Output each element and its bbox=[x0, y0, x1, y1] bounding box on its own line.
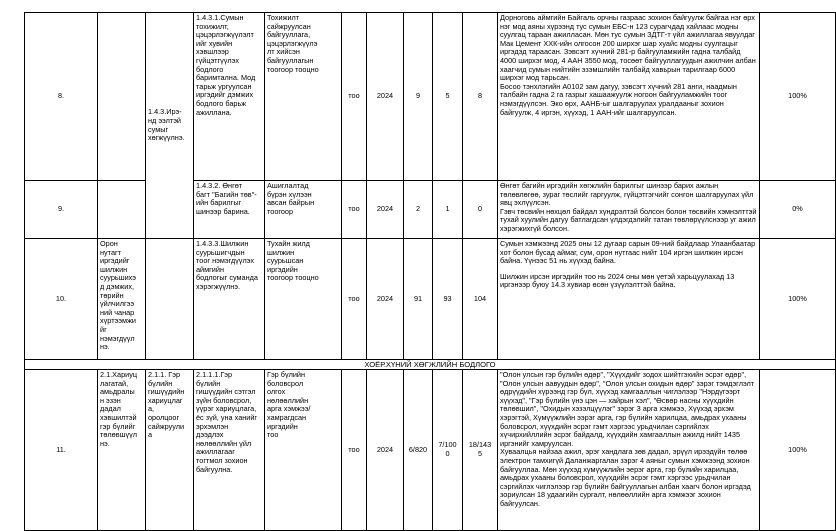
goal-cell bbox=[98, 13, 146, 181]
table-row bbox=[25, 13, 836, 181]
report-table bbox=[24, 12, 836, 531]
unit-cell: тоо bbox=[342, 13, 367, 181]
unit-cell: тоо bbox=[342, 181, 367, 239]
objective-cell: 2.1.1. Гэр бүлийн гишүүдийн хариуцлаг a, оролцоог сайжруули а bbox=[146, 370, 194, 531]
indicator-cell: Гэр бүлийн боловсрол олгох нөлөөллийн арга хэмжээ/ хамрагдсан иргэдийн тоо bbox=[265, 370, 342, 531]
goal-cell: Орон нутагт иргэдийг шилжин суурьшихэ д дэмжих, төрийн үйлчилгээ ний чанар хүртээмжи йг нэмэгдүүл нэ. bbox=[98, 239, 146, 360]
activity-cell: 1.4.3.1.Сумын тохижилт, цэцэрлэгжүүлэлт ийг хувийн хэвшлээр гүйцэтгүүлэх бодлого баримтална. Мод тарьж ургуулсан иргэдийг дэмжих бодлого барьж ажиллана. bbox=[194, 13, 265, 181]
row-number: 11. bbox=[25, 370, 98, 531]
plan-cell: 9 bbox=[404, 13, 433, 181]
result-cell: 104 bbox=[463, 239, 498, 360]
result-cell: 0 bbox=[463, 181, 498, 239]
activity-cell: 2.1.1.1.Гэр бүлийн гишүүдийн сэтгэл зүйн боловсрол, үүрэг хариуцлага, ёс зүй, уна ханийг эрхэмлэн дээдлэх нөлөөллийн үйл ажиллагааг тогтмол зохион байгуулна. bbox=[194, 370, 265, 531]
year-cell: 2024 bbox=[367, 239, 404, 360]
indicator-cell: Тохижилт сайжруулсан байгууллага, цэцэрлэгжүүлэ лт хийсэн байгууллагын тоогоор тооцно bbox=[265, 13, 342, 181]
description-cell: Өнгөт багийн иргэдийн хөгжлийн барилгыг шинээр барих ажлын төлөвлөгөө, зураг төслийг гаргуулж, гүйцэтгэгчийг сонгон шалгаруулах үйл явц эхлүүлсэн. Гэвч төсвийн нөхцөл байдал хүндрэлтэй болсон болон төсвийн хэмнэлттэй тухай хуулийн дагуу батлагдсан үлдэгдэлийг татан төвлөрүүлснээр уг ажил хэрэгжихгүй болсон. bbox=[498, 181, 760, 239]
description-cell: "Олон улсын гэр бүлийн өдөр", "Хүүхдийг зодох шийтгэхийн эсрэг өдөр", "Олон улсын аавуудын өдөр", "Олон улсын охидын өдөр" зэрэг тэмдэглэлт өдрүүдийн хүрээнд гэр бүл, хүүхэд хамгааллын чиглэлээр "Нэрдүгээрт хүүхэд", "Гэр бүлийн үнэ цэн — хайрын хэл", "Өсвөр насны хүүхдийн төлөвшил", "Охидын хэзэлцүүлэг" зэрэг 3 арга хэмжээ, Хүүхэд эрхэм хэрэгтэй, Хүмүүжлийн ээрэг арга, гэр бүлийн харилцаа, амьдрах ухааны боловсрол, хүүхдийн эсрэг гэмт хэргээс урьдчилан сэргийлэх хүчирхийллийн эсрэг байдалд, хүүхдийн хамгааллын ажилд нийт 1435 иргэнийг хамруулсан. Хуваалцья найзаа ажил, эрэг хандлага зөв дадал, эрүүл ирээдүйн төлөө электрон тамхигүй Даланжаргалан зэрэг 4 аяныг сумын хэмжээнд зохион байгууллаа. Мөн хүүхэд хүмүүжлийн эерэг арга, гэр бүлийн харилцаа, амьдрах ухааны боловсрол, хүүхдийн эсрэг гэмт хэргээс урьдчилан сэргийлэх чиглэлээр гэр бүлийн байгууллагын албан хаагч болон иргэдэд зориулсан 18 удаагийн сургалт, нөлөөллийн арга хэмжээг зохион байгуулсан. bbox=[498, 370, 760, 531]
section-heading-row bbox=[25, 360, 836, 370]
section-heading: ХОЁР.ХҮНИЙ ХӨГЖЛИЙН БОДЛОГО bbox=[25, 360, 836, 370]
percent-cell: 100% bbox=[760, 13, 836, 181]
table-row bbox=[25, 239, 836, 360]
goal-cell: 2.1.Хариуц лагатай, амьдралы н эзэн дадал хэвшилтэй гэр бүлийг төлөвшүүл нэ. bbox=[98, 370, 146, 531]
percent-cell: 0% bbox=[760, 181, 836, 239]
indicator-cell: Тухайн жилд шилжин суурьшсан иргэдийн тоогоор тооцно bbox=[265, 239, 342, 360]
description-paragraph: Сумын хэмжээнд 2025 оны 12 дугаар сарын 09-ний байдлаар Улаанбаатар хот болон бусад аймаг, сум, орон нутгаас нийт 104 иргэн шилжин ирсэн байна. Үүнээс 51 нь хүүхэд байна. bbox=[500, 239, 756, 266]
objective-cell: 1.4.3.Ирэ- нд ээлтэй сумыг хөгжүүлнэ. bbox=[146, 13, 194, 239]
indicator-cell: Ашиглалтад бүрэн хүлээн авсан байрын тоогоор bbox=[265, 181, 342, 239]
row-number: 10. bbox=[25, 239, 98, 360]
year-cell: 2024 bbox=[367, 181, 404, 239]
actual-cell: 7/100 0 bbox=[433, 370, 463, 531]
year-cell: 2024 bbox=[367, 370, 404, 531]
plan-cell: 2 bbox=[404, 181, 433, 239]
table-row bbox=[25, 370, 836, 531]
percent-cell: 100% bbox=[760, 370, 836, 531]
activity-cell: 1.4.3.2. Өнгөт багт "Багийн төв"- ийн барилгыг шинээр барина. bbox=[194, 181, 265, 239]
description-cell bbox=[498, 239, 760, 360]
unit-cell: тоо bbox=[342, 239, 367, 360]
year-cell: 2024 bbox=[367, 13, 404, 181]
percent-cell: 100% bbox=[760, 239, 836, 360]
actual-cell: 5 bbox=[433, 13, 463, 181]
description-cell: Дорноговь аймгийн Байгаль орчны газраас зохион байгуулж байгаа нэг өрх нэг мод аяны хүрээнд тус сумын ЕБС-н 123 сурагчдад хайлаас модны суулгац тараан ажилласан. Мөн тус сумын ЗДТГ-т үйл ажиллагаа явуулдаг Мак Цемент ХХК-ийн олгосон 200 ширхэг шар хуайс модны суулгацыг иргэдэд тараасан. Зэвсэгт хүчний 281-р байгууламжийн гадна талбайд 4000 ширхэг мод, 4 ААН 3550 мод, тосөөт байгууллагуудын ажилчин албан хаагчид сумын нийтийн эзэмшлийн талбайд хавьрын тарилгаар 6000 ширхэг мод тарьсан. Босоо тэнхлэгийн А0102 зам дагуу, зэвсэгт хүчний 281 анги, наадмын талбайн гадна 2 га газрыг хашаажуулж ногоон байгууламжийн тоог нэмэгдүүлсэн. Эко өрх, ААНБ-ыг шалгаруулах уралдааныг зохион байгуулж, 4 иргэн, хүүхэд, 1 ААН-ийг шалгаруулсан. bbox=[498, 13, 760, 181]
plan-cell: 91 bbox=[404, 239, 433, 360]
plan-cell: 6/820 bbox=[404, 370, 433, 531]
actual-cell: 93 bbox=[433, 239, 463, 360]
result-cell: 8 bbox=[463, 13, 498, 181]
row-number: 9. bbox=[25, 181, 98, 239]
description-paragraph: Шилжин ирсэн иргэдийн тоо нь 2024 оны мөн үетэй харьцуулахад 13 иргэнээр буюу 14.3 хувиар өсөн үзүүлэлттэй байна. bbox=[500, 271, 735, 290]
actual-cell: 1 bbox=[433, 181, 463, 239]
row-number: 8. bbox=[25, 13, 98, 181]
goal-cell bbox=[98, 181, 146, 239]
result-cell: 18/143 5 bbox=[463, 370, 498, 531]
objective-cell bbox=[146, 239, 194, 360]
activity-cell: 1.4.3.3.Шилжин суурьшигчдын тоог нэмэгдүүлэх аймгийн бодлогыг сумандa хэрэгжүүлнэ. bbox=[194, 239, 265, 360]
unit-cell: тоо bbox=[342, 370, 367, 531]
